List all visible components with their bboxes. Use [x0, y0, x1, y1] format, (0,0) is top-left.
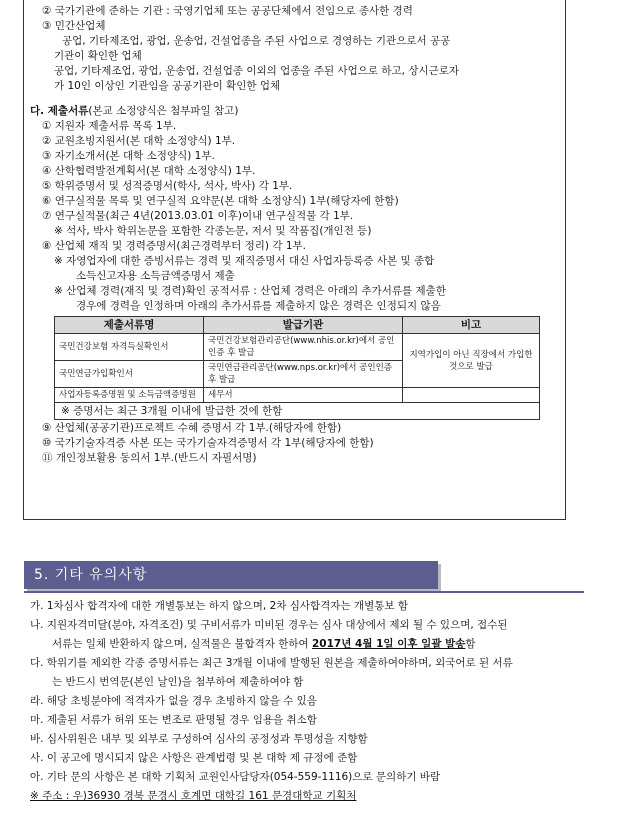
address-line: ※ 주소 : 우)36930 경북 문경시 호계면 대학길 161 문경대학교 기획처 — [30, 790, 357, 802]
note-item-da-cont: 는 반드시 번역문(본인 날인)을 첨부하여 제출하여야 함 — [52, 676, 304, 688]
table-cell-remark: 지역가입이 아닌 직장에서 가입한 것으로 발급 — [403, 334, 540, 388]
table-cell-issuer: 국민건강보험관리공단(www.nhis.or.kr)에서 공인인증 후 발급 — [204, 334, 403, 361]
section-heading — [24, 104, 565, 119]
org-type-3-desc-2: 공업, 기타제조업, 광업, 운송업, 건설업종 이외의 업종을 주된 사업으로 하고, 상시근로자 — [54, 65, 460, 77]
table-header-name: 제출서류명 — [55, 317, 204, 334]
note-item-da: 다. 학위기를 제외한 각종 증명서류는 최근 3개월 이내에 발행된 원본을 제출하여야하며, 외국어로 된 서류 — [30, 657, 513, 669]
doc-item-7-note: ※ 석사, 박사 학위논문을 포함한 각종논문, 저서 및 작품집(개인전 등) — [54, 225, 372, 237]
doc-item-8-note-1b: 소득신고자용 소득금액증명서 제출 — [76, 270, 235, 282]
note-item-na-cont-text: 서류는 일체 반환하지 않으며, 실적물은 불합격자 한하여 — [52, 638, 312, 650]
doc-item-10: ⑩ 국가기술자격증 사본 또는 국가기술자격증명서 각 1부(해당자에 한함) — [42, 437, 374, 449]
doc-item-5: ⑤ 학위증명서 및 성적증명서(학사, 석사, 박사) 각 1부. — [42, 180, 293, 192]
section-note: (본교 소정양식은 첨부파일 참고) — [88, 105, 239, 117]
table-cell-empty — [403, 388, 540, 403]
note-item-sa: 사. 이 공고에 명시되지 않은 사항은 관계법령 및 본 대학 제 규정에 준함 — [30, 752, 358, 764]
doc-item-6: ⑥ 연구실적물 목록 및 연구실적 요약문(본 대학 소정양식) 1부(해당자에 한함) — [42, 195, 399, 207]
section-5-title: 5. 기타 유의사항 — [24, 561, 438, 589]
other-notes-list — [30, 597, 620, 806]
doc-item-7: ⑦ 연구실적물(최근 4년(2013.03.01 이후)이내 연구실적물 각 1부. — [42, 210, 354, 222]
table-cell-issuer: 국민연금관리공단(www.nps.or.kr)에서 공인인증후 발급 — [204, 361, 403, 388]
table-header-remark: 비고 — [403, 317, 540, 334]
note-item-na-cont-end: 함 — [465, 638, 476, 650]
note-item-na-cont — [30, 635, 620, 654]
org-type-3-desc-2b: 가 10인 이상인 기관임을 공공기관이 확인한 업체 — [54, 80, 281, 92]
table-footnote: ※ 증명서는 최근 3개월 이내에 발급한 것에 한함 — [55, 403, 540, 420]
table-header-issuer: 발급기관 — [204, 317, 403, 334]
table-cell-doc-name: 사업자등록증명원 및 소득금액증명원 — [55, 388, 204, 403]
doc-item-8: ⑧ 산업체 재직 및 경력증명서(최근경력부터 정리) 각 1부. — [42, 240, 306, 252]
doc-item-9: ⑨ 산업체(공공기관)프로젝트 수혜 증명서 각 1부.(해당자에 한함) — [42, 422, 342, 434]
doc-item-1: ① 지원자 제출서류 목록 1부. — [42, 120, 177, 132]
table-cell-issuer: 세무서 — [204, 388, 403, 403]
note-item-ma: 마. 제출된 서류가 허위 또는 변조로 판명될 경우 임용을 취소함 — [30, 714, 317, 726]
note-item-ga: 가. 1차심사 합격자에 대한 개별통보는 하지 않으며, 2차 심사합격자는 개별통보 함 — [30, 600, 408, 612]
section-label: 다. 제출서류 — [30, 105, 89, 117]
doc-item-8-note-1: ※ 자영업자에 대한 증빙서류는 경력 및 재직증명서 대신 사업자등록증 사본 및 종합 — [54, 255, 435, 267]
org-type-3: ③ 민간산업체 — [42, 20, 106, 32]
org-type-3-desc-1: 공업, 기타제조업, 광업, 운송업, 건설업종을 주된 사업으로 경영하는 기관으로서 공공 — [62, 35, 451, 47]
note-item-ra: 라. 해당 초빙분야에 적격자가 없을 경우 초빙하지 않을 수 있음 — [30, 695, 317, 707]
section-5-divider — [24, 591, 584, 593]
table-row — [55, 334, 540, 361]
note-item-a: 아. 기타 문의 사항은 본 대학 기획처 교원인사담당자(054-559-1116)으로 문의하기 바람 — [30, 771, 441, 783]
doc-item-3: ③ 자기소개서(본 대학 소정양식) 1부. — [42, 150, 215, 162]
doc-item-8-note-2: ※ 산업체 경력(재직 및 경력)확인 공적서류 : 산업체 경력은 아래의 추가서류를 제출한 — [54, 285, 446, 297]
doc-item-8-note-2b: 경우에 경력을 인정하며 아래의 추가서류를 제출하지 않은 경력은 인정되지 않음 — [76, 300, 441, 312]
doc-item-2: ② 교원초빙지원서(본 대학 소정양식) 1부. — [42, 135, 236, 147]
org-type-2: ② 국가기관에 준하는 기관 : 국영기업체 또는 공공단체에서 전임으로 종사한 경력 — [42, 5, 413, 17]
career-docs-table — [54, 316, 540, 420]
org-type-3-desc-1b: 기관이 확인한 업체 — [54, 50, 142, 62]
table-row — [55, 388, 540, 403]
doc-item-4: ④ 산학협력발전계획서(본 대학 소정양식) 1부. — [42, 165, 256, 177]
doc-item-11: ⑪ 개인정보활용 동의서 1부.(반드시 자필서명) — [42, 452, 257, 464]
note-item-ba: 바. 심사위원은 내부 및 외부로 구성하여 심사의 공정성과 투명성을 지향함 — [30, 733, 368, 745]
table-cell-doc-name: 국민연금가입확인서 — [55, 361, 204, 388]
table-cell-doc-name: 국민건강보험 자격득실확인서 — [55, 334, 204, 361]
return-date-emphasis: 2017년 4월 1일 이후 일괄 발송 — [312, 638, 466, 650]
application-documents-box — [23, 0, 566, 520]
note-item-na: 나. 지원자격미달(분야, 자격조건) 및 구비서류가 미비된 경우는 심사 대상에서 제외 될 수 있으며, 접수된 — [30, 619, 508, 631]
table-footnote-row — [55, 403, 540, 420]
